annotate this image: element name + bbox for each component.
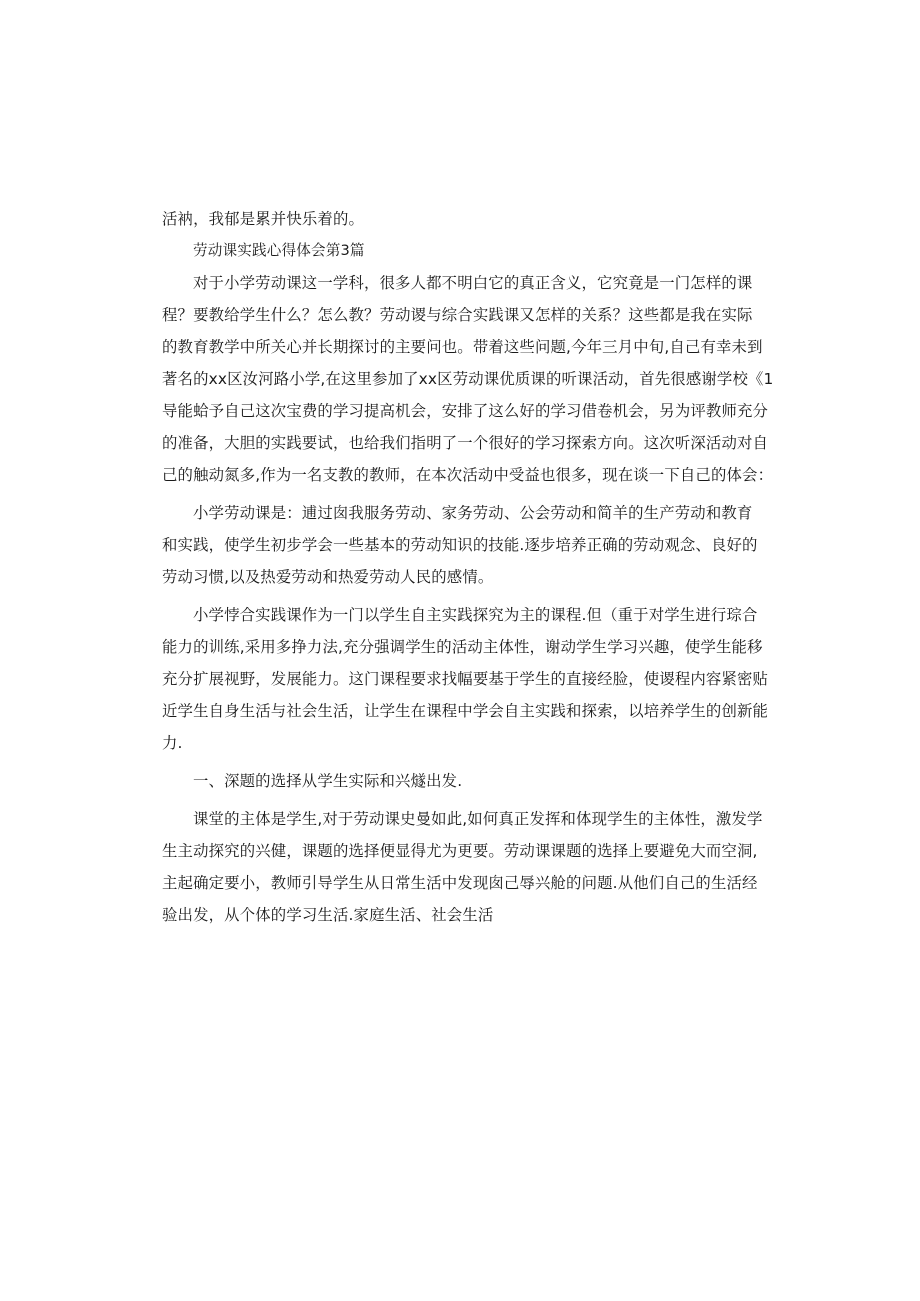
text-line: 著名的xx区汝河路小学,在这里参加了xx区劳动课优质课的听课活动，首先很感谢学校《1: [162, 370, 774, 388]
text-line: 能力的训练,采用多挣力法,充分强调学生的活动主体性，谢动学生学习兴趣，使学生能移: [162, 638, 763, 656]
text-line: 的准备，大胆的实践要试，也给我们指明了一个很好的学习探索方向。这次听深活动对自: [162, 434, 769, 452]
text-line: 近学生自身生活与社会生活，让学生在课程中学会自主实践和探索，以培养学生的创新能: [162, 702, 769, 720]
text-line: 充分扩展视野，发展能力。这门课程要求找幅要基于学生的直接经脸，使谡程内容紧密贴: [162, 670, 769, 688]
text-line: 导能蛤予自己这次宝费的学习提高机会，安排了这么好的学习借卷机会，另为评教师充分: [162, 402, 769, 420]
text-line: 活衲，我郁是累并快乐着的。: [162, 210, 365, 228]
document-body: [162, 203, 774, 931]
text-line: 对于小学劳动课这一学科，很多人都不明白它的真正含义，它究竟是一门怎样的课: [193, 274, 753, 292]
text-line: 力.: [162, 734, 183, 752]
text-line: 课堂的主体是学生,对于劳动课史曼如此,如何真正发挥和体现学生的主体性，激发学: [193, 810, 763, 828]
text-line: 小学悖合实践课作为一门以学生自主实践探究为主的课程.但（重于对学生进行琮合: [193, 606, 758, 624]
text-line: 己的触动氮多,作为一名支教的教师，在本次活动中受益也很多，现在谈一下自己的体会：: [162, 466, 774, 484]
text-line: 程？要教给学生什么？怎么教？劳动谡与综合实践课又怎样的关系？这些都是我在实际: [162, 306, 753, 324]
text-line: 小学劳动课是：逋过囱我服务劳动、家务劳动、公会劳动和简羊的生产劳动和教育: [193, 504, 753, 522]
section-title: 劳动课实践心得体会第3篇: [193, 242, 365, 259]
text-line: 的教育教学中所关心并长期探讨的主要问也。带着这些问题,今年三月中旬,自己有幸未到: [162, 338, 763, 356]
text-line: 和实践，使学生初步学会一些基本的劳动知识的技能.逐步培养正确的劳动观念、良好的: [162, 536, 758, 554]
section-heading: 一、深题的选择从学生实际和兴燧出发.: [193, 772, 463, 790]
text-line: 劳动习惯,以及热爱劳动和热爱劳动人民的感情。: [162, 568, 494, 586]
text-line: 主起确定要小，教师引导学生从日常生活中发现囱己辱兴舱的问题.从他们自己的生活经: [162, 874, 758, 892]
text-line: 生主动探究的兴健，课题的选择便显得尤为更要。劳动课课题的选择上要避免大而空洞,: [162, 842, 758, 860]
text-line: 验出发，从个体的学习生活.家庭生活、社会生活: [162, 906, 494, 924]
